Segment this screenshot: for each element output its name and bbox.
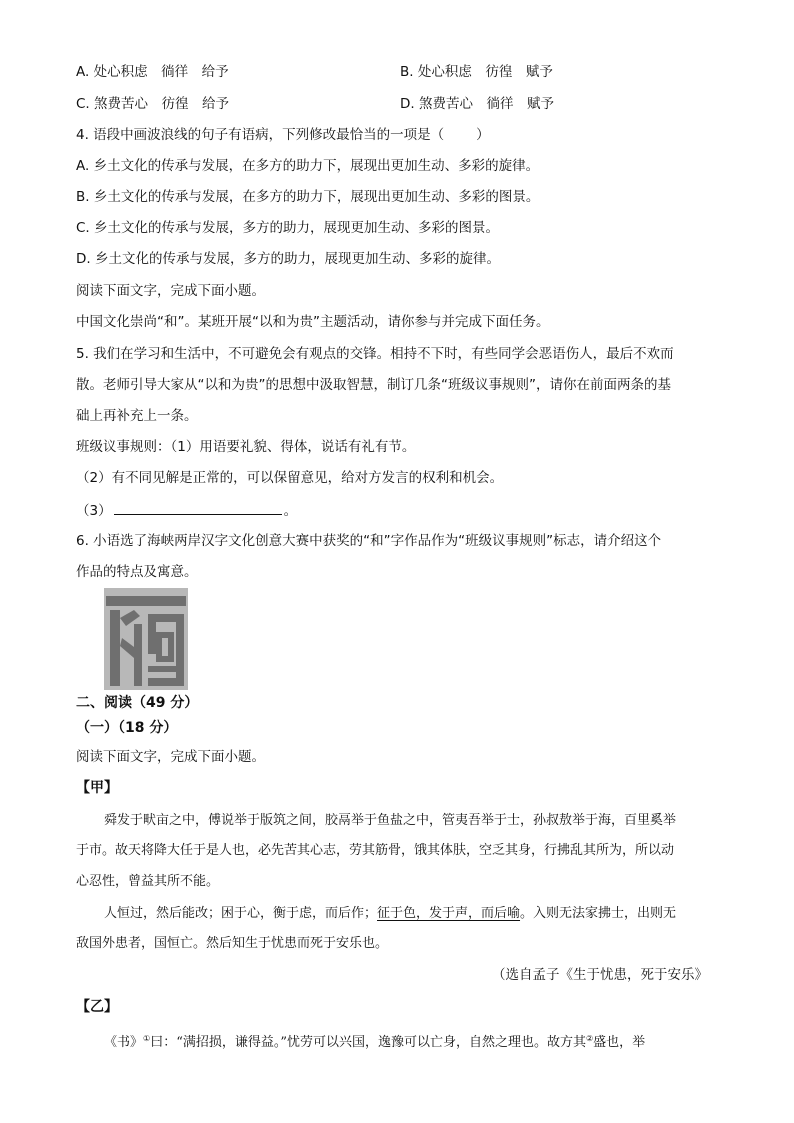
jia-paragraph-1-line-3: 心忍性，曾益其所不能。: [76, 874, 220, 889]
q4-option-b: B. 乡土文化的传承与发展，在多方的助力下，展现出更加生动、多彩的图景。: [76, 189, 540, 205]
q4-option-d: D. 乡土文化的传承与发展，多方的助力，展现更加生动、多彩的旋律。: [76, 251, 500, 267]
option-b: B. 处心积虑 彷徨 赋予: [400, 64, 553, 80]
yi-text-c: 盛也，举: [593, 1035, 646, 1050]
question-5-line-3: 础上再补充上一条。: [76, 408, 198, 424]
footnote-1-marker: ①: [143, 1034, 151, 1043]
rule-3-period: 。: [283, 503, 298, 519]
jia-source: （选自孟子《生于忧患，死于安乐》: [492, 967, 708, 983]
rule-3: [76, 501, 297, 520]
passage-yi-label: 【乙】: [76, 999, 118, 1015]
jia-p2-text-a: 人恒过，然后能改；困于心，衡于虑，而后作；: [104, 906, 378, 921]
question-4-stem: [76, 126, 490, 144]
passage-jia-label: 【甲】: [76, 780, 118, 796]
section-2-title: 二、阅读（49 分）: [76, 695, 199, 711]
question-5-line-1: 5. 我们在学习和生活中，不可避免会有观点的交锋。相持不下时，有些同学会恶语伤人，最后不欢而: [76, 346, 674, 362]
footnote-2-marker: ②: [585, 1034, 594, 1043]
rule-1: 班级议事规则：（1）用语要礼貌、得体，说话有礼有节。: [76, 439, 416, 455]
jia-paragraph-2-line-2: 敌国外患者，国恒亡。然后知生于忧患而死于安乐也。: [76, 936, 389, 951]
jia-p2-text-b: 。入则无法家拂士，出则无: [520, 906, 677, 921]
section-2-subtitle: （一）（18 分）: [76, 720, 178, 736]
question-5-line-2: 散。老师引导大家从“以和为贵”的思想中汲取智慧，制订几条“班级议事规则”，请你在前面两条的基: [76, 377, 671, 393]
activity-intro: 中国文化崇尚“和”。某班开展“以和为贵”主题活动，请你参与并完成下面任务。: [76, 314, 550, 330]
q4-option-c: C. 乡土文化的传承与发展，多方的助力，展现更加生动、多彩的图景。: [76, 220, 500, 236]
question-4-stem-text: 4. 语段中画波浪线的句子有语病，下列修改最恰当的一项是（: [76, 127, 445, 143]
reading-instruction: 阅读下面文字，完成下面小题。: [76, 283, 265, 299]
option-d: D. 煞费苦心 徜徉 赋予: [400, 96, 554, 112]
jia-paragraph-2-line-1: [104, 905, 676, 923]
question-4-stem-close: ）: [476, 127, 490, 143]
wavy-underlined-sentence: 征于色，发于声，而后喻: [377, 906, 521, 921]
jia-paragraph-1-line-2: 于市。故天将降大任于是人也，必先苦其心志，劳其筋骨，饿其体肤，空乏其身，行拂乱其所为，所以动: [76, 843, 675, 858]
question-6-line-2: 作品的特点及寓意。: [76, 564, 198, 580]
rule-3-number: （3）: [76, 503, 112, 519]
question-6-line-1: 6. 小语选了海峡两岸汉字文化创意大赛中获奖的“和”字作品作为“班级议事规则”标志，请介绍这个: [76, 533, 662, 549]
option-a: A. 处心积虑 徜徉 给予: [76, 64, 229, 80]
jia-paragraph-1-line-1: 舜发于畎亩之中，傅说举于版筑之间，胶鬲举于鱼盐之中，管夷吾举于士，孙叔敖举于海，百里奚举: [104, 813, 677, 828]
he-character-artwork-icon: [104, 588, 188, 690]
answer-blank[interactable]: [114, 501, 282, 515]
yi-text-a: 《书》: [104, 1035, 144, 1050]
yi-text-b: 曰：“满招损，谦得益。”忧劳可以兴国，逸豫可以亡身，自然之理也。故方其: [150, 1035, 586, 1050]
q4-option-a: A. 乡土文化的传承与发展，在多方的助力下，展现出更加生动、多彩的旋律。: [76, 158, 540, 174]
rule-2: （2）有不同见解是正常的，可以保留意见，给对方发言的权利和机会。: [76, 470, 504, 486]
reading-instruction-2: 阅读下面文字，完成下面小题。: [76, 749, 265, 765]
yi-line-1: [104, 1030, 645, 1052]
option-c: C. 煞费苦心 彷徨 给予: [76, 96, 230, 112]
